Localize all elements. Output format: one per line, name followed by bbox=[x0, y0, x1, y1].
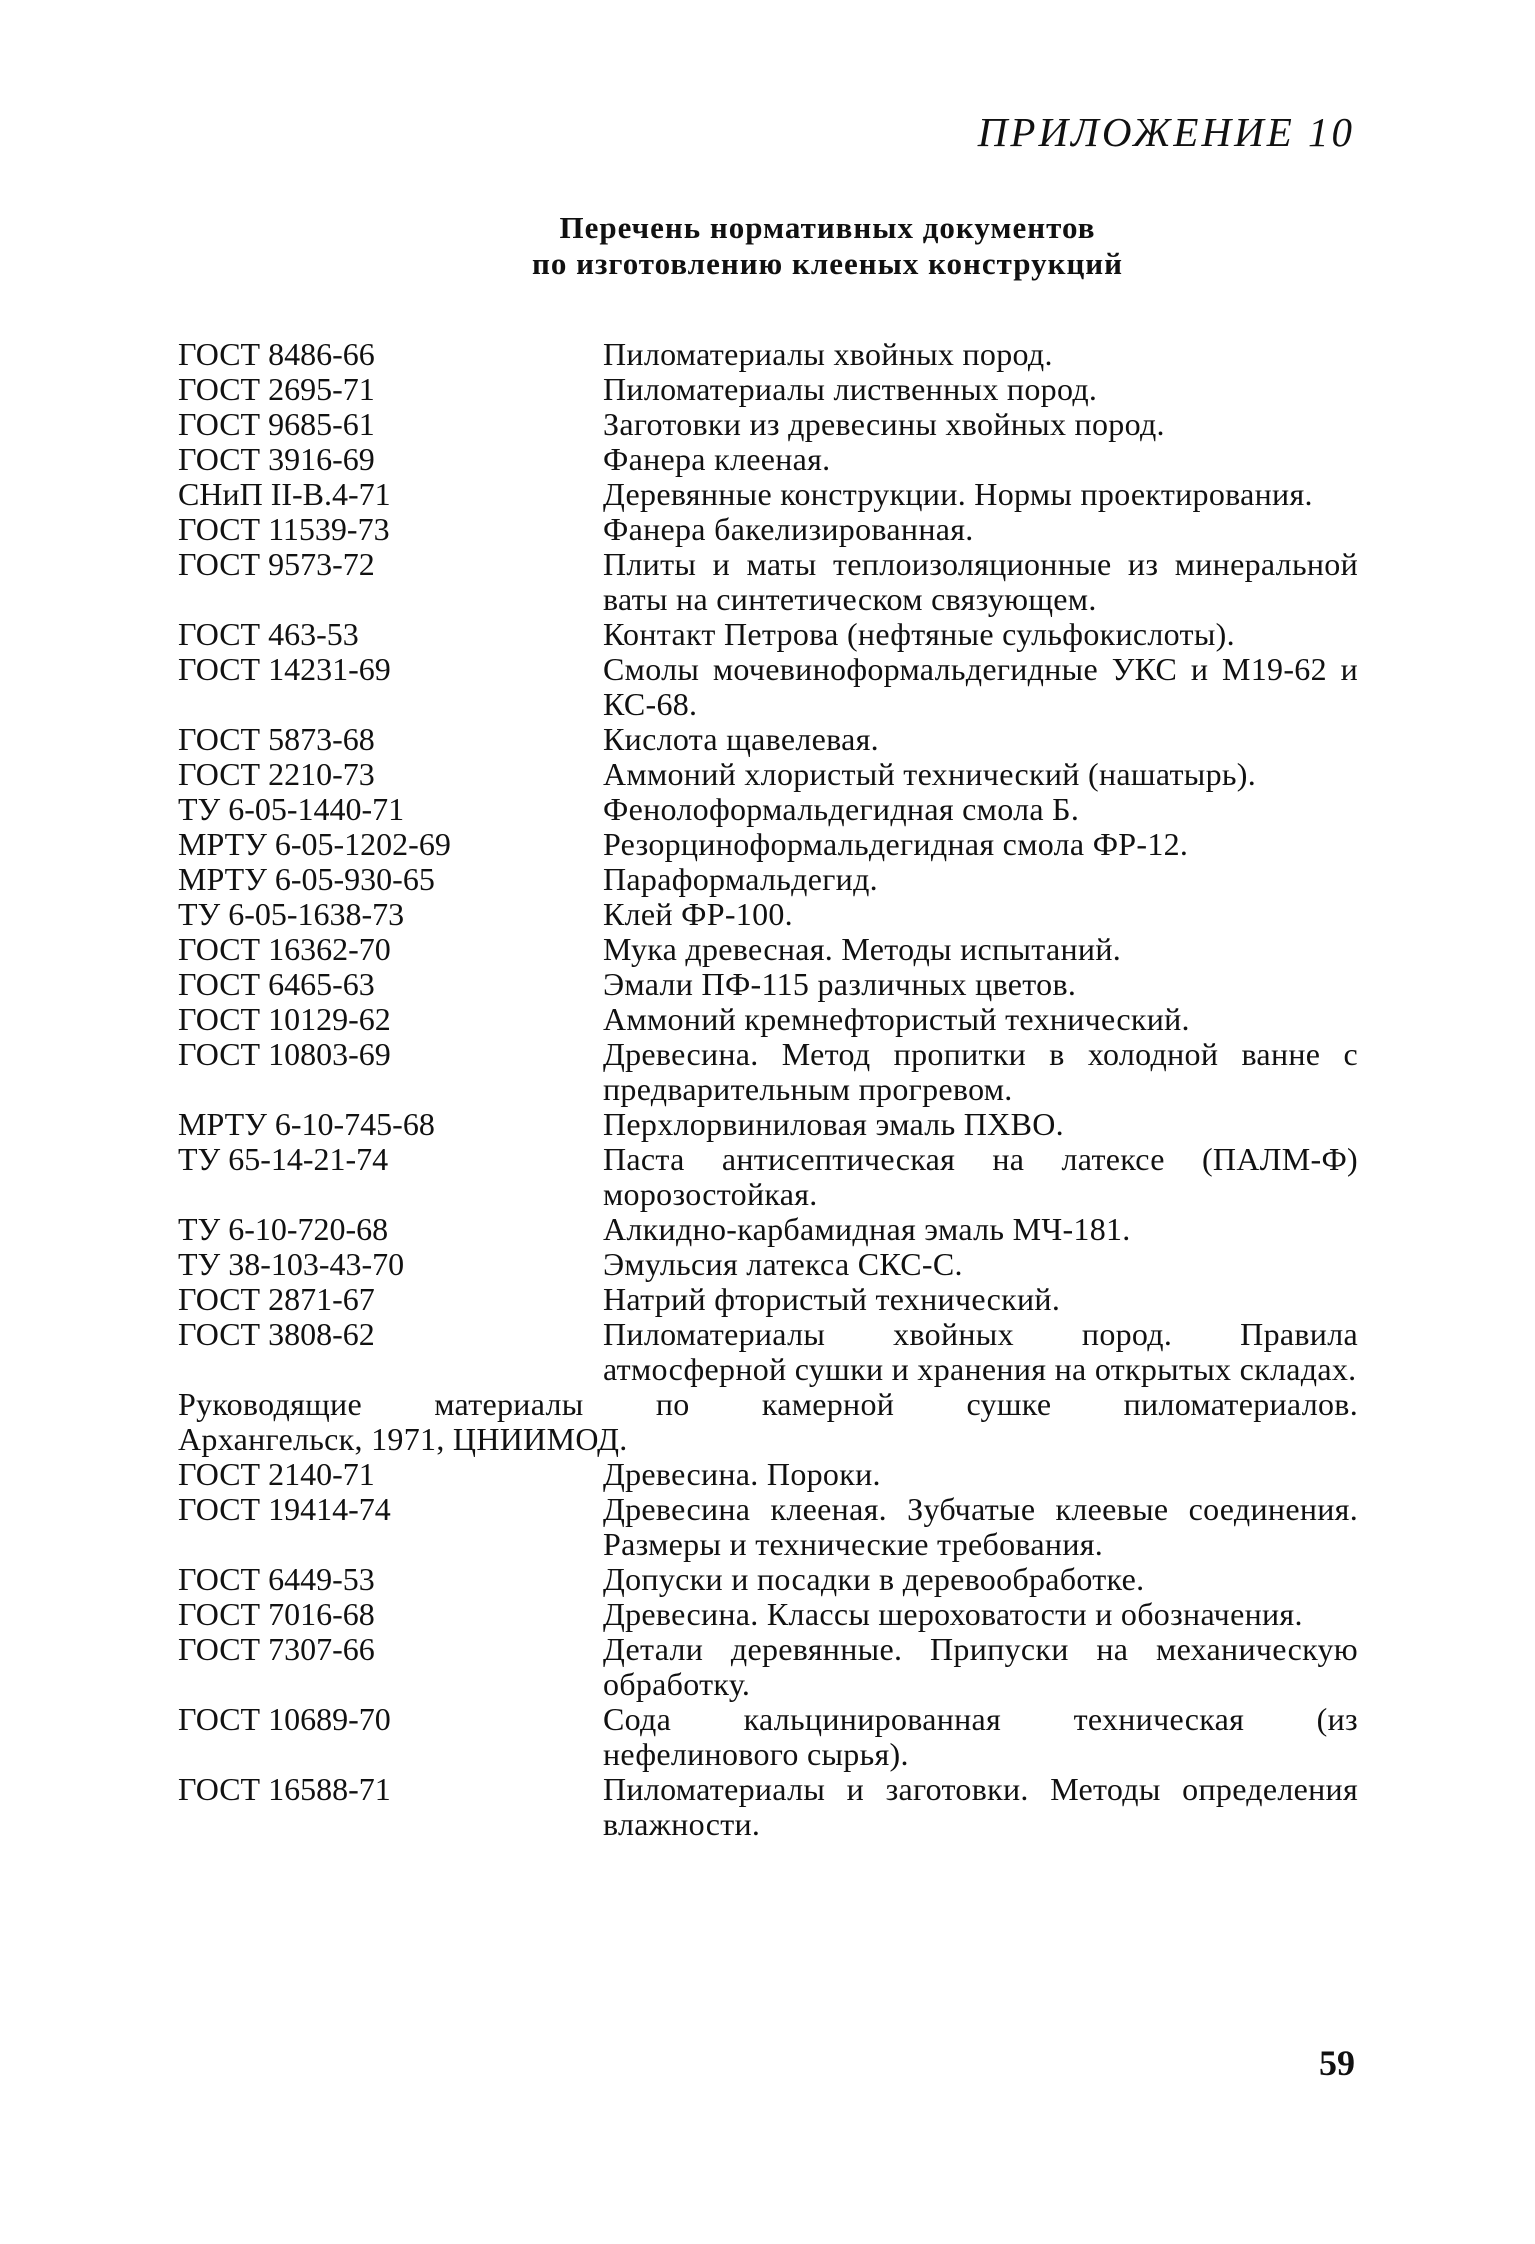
document-description: Эмали ПФ-115 различных цветов. bbox=[603, 966, 1077, 1002]
document-code: ГОСТ 8486-66 bbox=[178, 336, 375, 372]
document-entry bbox=[178, 442, 1358, 477]
document-code: ГОСТ 2695-71 bbox=[178, 371, 375, 407]
document-description: Резорциноформальдегидная смола ФР-12. bbox=[603, 826, 1189, 862]
document-code: ГОСТ 11539-73 bbox=[178, 511, 390, 547]
document-entry bbox=[178, 1702, 1358, 1772]
document-code: ГОСТ 2210-73 bbox=[178, 756, 375, 792]
document-entry bbox=[178, 1142, 1358, 1212]
document-code: ГОСТ 9685-61 bbox=[178, 406, 375, 442]
document-description: Деревянные конструкции. Нормы проектирования. bbox=[603, 476, 1313, 512]
document-description: Пиломатериалы лиственных пород. bbox=[603, 371, 1098, 407]
title-line-2: по изготовлению клееных конструкций bbox=[531, 246, 1124, 281]
document-code: ТУ 6-05-1440-71 bbox=[178, 791, 405, 827]
document-entry bbox=[178, 337, 1358, 372]
document-description: Пиломатериалы и заготовки. Методы определения влажности. bbox=[603, 1771, 1358, 1842]
document-code: МРТУ 6-10-745-68 bbox=[178, 1106, 435, 1142]
document-entry bbox=[178, 1317, 1358, 1387]
document-code: ГОСТ 6465-63 bbox=[178, 966, 375, 1002]
document-code: ГОСТ 3808-62 bbox=[178, 1316, 375, 1352]
document-code: МРТУ 6-05-930-65 bbox=[178, 861, 435, 897]
document-entry bbox=[178, 827, 1358, 862]
document-code: ГОСТ 7016-68 bbox=[178, 1596, 375, 1632]
document-entry bbox=[178, 547, 1358, 617]
document-entry bbox=[178, 1597, 1358, 1632]
document-description: Мука древесная. Методы испытаний. bbox=[603, 931, 1122, 967]
document-entry bbox=[178, 477, 1358, 512]
document-description: Аммоний кремнефтористый технический. bbox=[603, 1001, 1190, 1037]
document-code: ГОСТ 5873-68 bbox=[178, 721, 375, 757]
document-code: ГОСТ 6449-53 bbox=[178, 1561, 375, 1597]
document-description: Аммоний хлористый технический (нашатырь). bbox=[603, 756, 1257, 792]
document-entry bbox=[178, 862, 1358, 897]
document-description: Клей ФР-100. bbox=[603, 896, 793, 932]
document-entry bbox=[178, 1037, 1358, 1107]
document-code: ГОСТ 10803-69 bbox=[178, 1036, 391, 1072]
document-description: Кислота щавелевая. bbox=[603, 721, 879, 757]
normative-documents-list bbox=[178, 337, 1358, 1842]
document-code: ГОСТ 9573-72 bbox=[178, 546, 375, 582]
document-code: ГОСТ 10689-70 bbox=[178, 1701, 391, 1737]
document-entry bbox=[178, 407, 1358, 442]
document-description: Смолы мочевиноформальдегидные УКС и М19-62 и КС-68. bbox=[603, 651, 1358, 722]
document-code: ТУ 6-05-1638-73 bbox=[178, 896, 405, 932]
document-description: Фенолоформальдегидная смола Б. bbox=[603, 791, 1080, 827]
document-entry bbox=[178, 722, 1358, 757]
document-entry bbox=[178, 1282, 1358, 1317]
document-description: Древесина. Классы шероховатости и обозначения. bbox=[603, 1596, 1303, 1632]
document-code: ГОСТ 2871-67 bbox=[178, 1281, 375, 1317]
document-entry bbox=[178, 757, 1358, 792]
document-code: ТУ 65-14-21-74 bbox=[178, 1141, 389, 1177]
document-description: Сода кальцинированная техническая (из нефелинового сырья). bbox=[603, 1701, 1358, 1772]
page-number: 59 bbox=[1319, 2043, 1355, 2083]
document-entry bbox=[178, 1247, 1358, 1282]
guidance-line-1: Руководящие материалы по камерной сушке пиломатериалов. bbox=[178, 1386, 1358, 1422]
document-entry bbox=[178, 652, 1358, 722]
document-entry bbox=[178, 512, 1358, 547]
document-entry bbox=[178, 1772, 1358, 1842]
document-entry bbox=[178, 932, 1358, 967]
document-description: Параформальдегид. bbox=[603, 861, 878, 897]
appendix-label: ПРИЛОЖЕНИЕ 10 bbox=[977, 109, 1355, 155]
document-description: Пиломатериалы хвойных пород. bbox=[603, 336, 1053, 372]
document-code: ГОСТ 14231-69 bbox=[178, 651, 391, 687]
document-code: ТУ 38-103-43-70 bbox=[178, 1246, 405, 1282]
document-entry bbox=[178, 1107, 1358, 1142]
document-description: Эмульсия латекса СКС-С. bbox=[603, 1246, 963, 1282]
document-description: Паста антисептическая на латексе (ПАЛМ-Ф) морозостойкая. bbox=[603, 1141, 1358, 1212]
document-description: Пиломатериалы хвойных пород. Правила атмосферной сушки и хранения на открытых складах. bbox=[603, 1316, 1358, 1387]
document-description: Древесина. Метод пропитки в холодной ванне с предварительным прогревом. bbox=[603, 1036, 1358, 1107]
document-code: ТУ 6-10-720-68 bbox=[178, 1211, 389, 1247]
document-description: Фанера клееная. bbox=[603, 441, 831, 477]
document-code: ГОСТ 7307-66 bbox=[178, 1631, 375, 1667]
document-description: Древесина. Пороки. bbox=[603, 1456, 881, 1492]
document-description: Алкидно-карбамидная эмаль МЧ-181. bbox=[603, 1211, 1131, 1247]
document-entry bbox=[178, 1002, 1358, 1037]
document-code: ГОСТ 16362-70 bbox=[178, 931, 391, 967]
document-code: ГОСТ 2140-71 bbox=[178, 1456, 375, 1492]
title-line-1: Перечень нормативных документов bbox=[559, 210, 1096, 245]
document-entry bbox=[178, 1492, 1358, 1562]
document-entry bbox=[178, 372, 1358, 407]
document-entry bbox=[178, 897, 1358, 932]
document-code: ГОСТ 10129-62 bbox=[178, 1001, 391, 1037]
document-code: ГОСТ 16588-71 bbox=[178, 1771, 391, 1807]
document-code: ГОСТ 463-53 bbox=[178, 616, 359, 652]
entries-group-a bbox=[178, 337, 1358, 1387]
document-entry bbox=[178, 1562, 1358, 1597]
document-code: СНиП II-В.4-71 bbox=[178, 476, 391, 512]
document-description: Контакт Петрова (нефтяные сульфокислоты). bbox=[603, 616, 1235, 652]
document-description: Плиты и маты теплоизоляционные из минеральной ваты на синтетическом связующем. bbox=[603, 546, 1358, 617]
document-description: Детали деревянные. Припуски на механическую обработку. bbox=[603, 1631, 1358, 1702]
document-description: Допуски и посадки в деревообработке. bbox=[603, 1561, 1145, 1597]
document-entry bbox=[178, 792, 1358, 827]
document-description: Перхлорвиниловая эмаль ПХВО. bbox=[603, 1106, 1064, 1142]
document-entry bbox=[178, 967, 1358, 1002]
document-entry bbox=[178, 1212, 1358, 1247]
document-title bbox=[0, 210, 1535, 282]
document-entry bbox=[178, 617, 1358, 652]
document-description: Заготовки из древесины хвойных пород. bbox=[603, 406, 1165, 442]
document-code: ГОСТ 19414-74 bbox=[178, 1491, 391, 1527]
document-description: Натрий фтористый технический. bbox=[603, 1281, 1061, 1317]
document-code: МРТУ 6-05-1202-69 bbox=[178, 826, 451, 862]
document-entry bbox=[178, 1457, 1358, 1492]
document-entry bbox=[178, 1632, 1358, 1702]
entries-group-b bbox=[178, 1457, 1358, 1842]
document-description: Древесина клееная. Зубчатые клеевые соединения. Размеры и технические требования. bbox=[603, 1491, 1358, 1562]
document-description: Фанера бакелизированная. bbox=[603, 511, 974, 547]
document-code: ГОСТ 3916-69 bbox=[178, 441, 375, 477]
guidance-line-2: Архангельск, 1971, ЦНИИМОД. bbox=[178, 1421, 628, 1457]
